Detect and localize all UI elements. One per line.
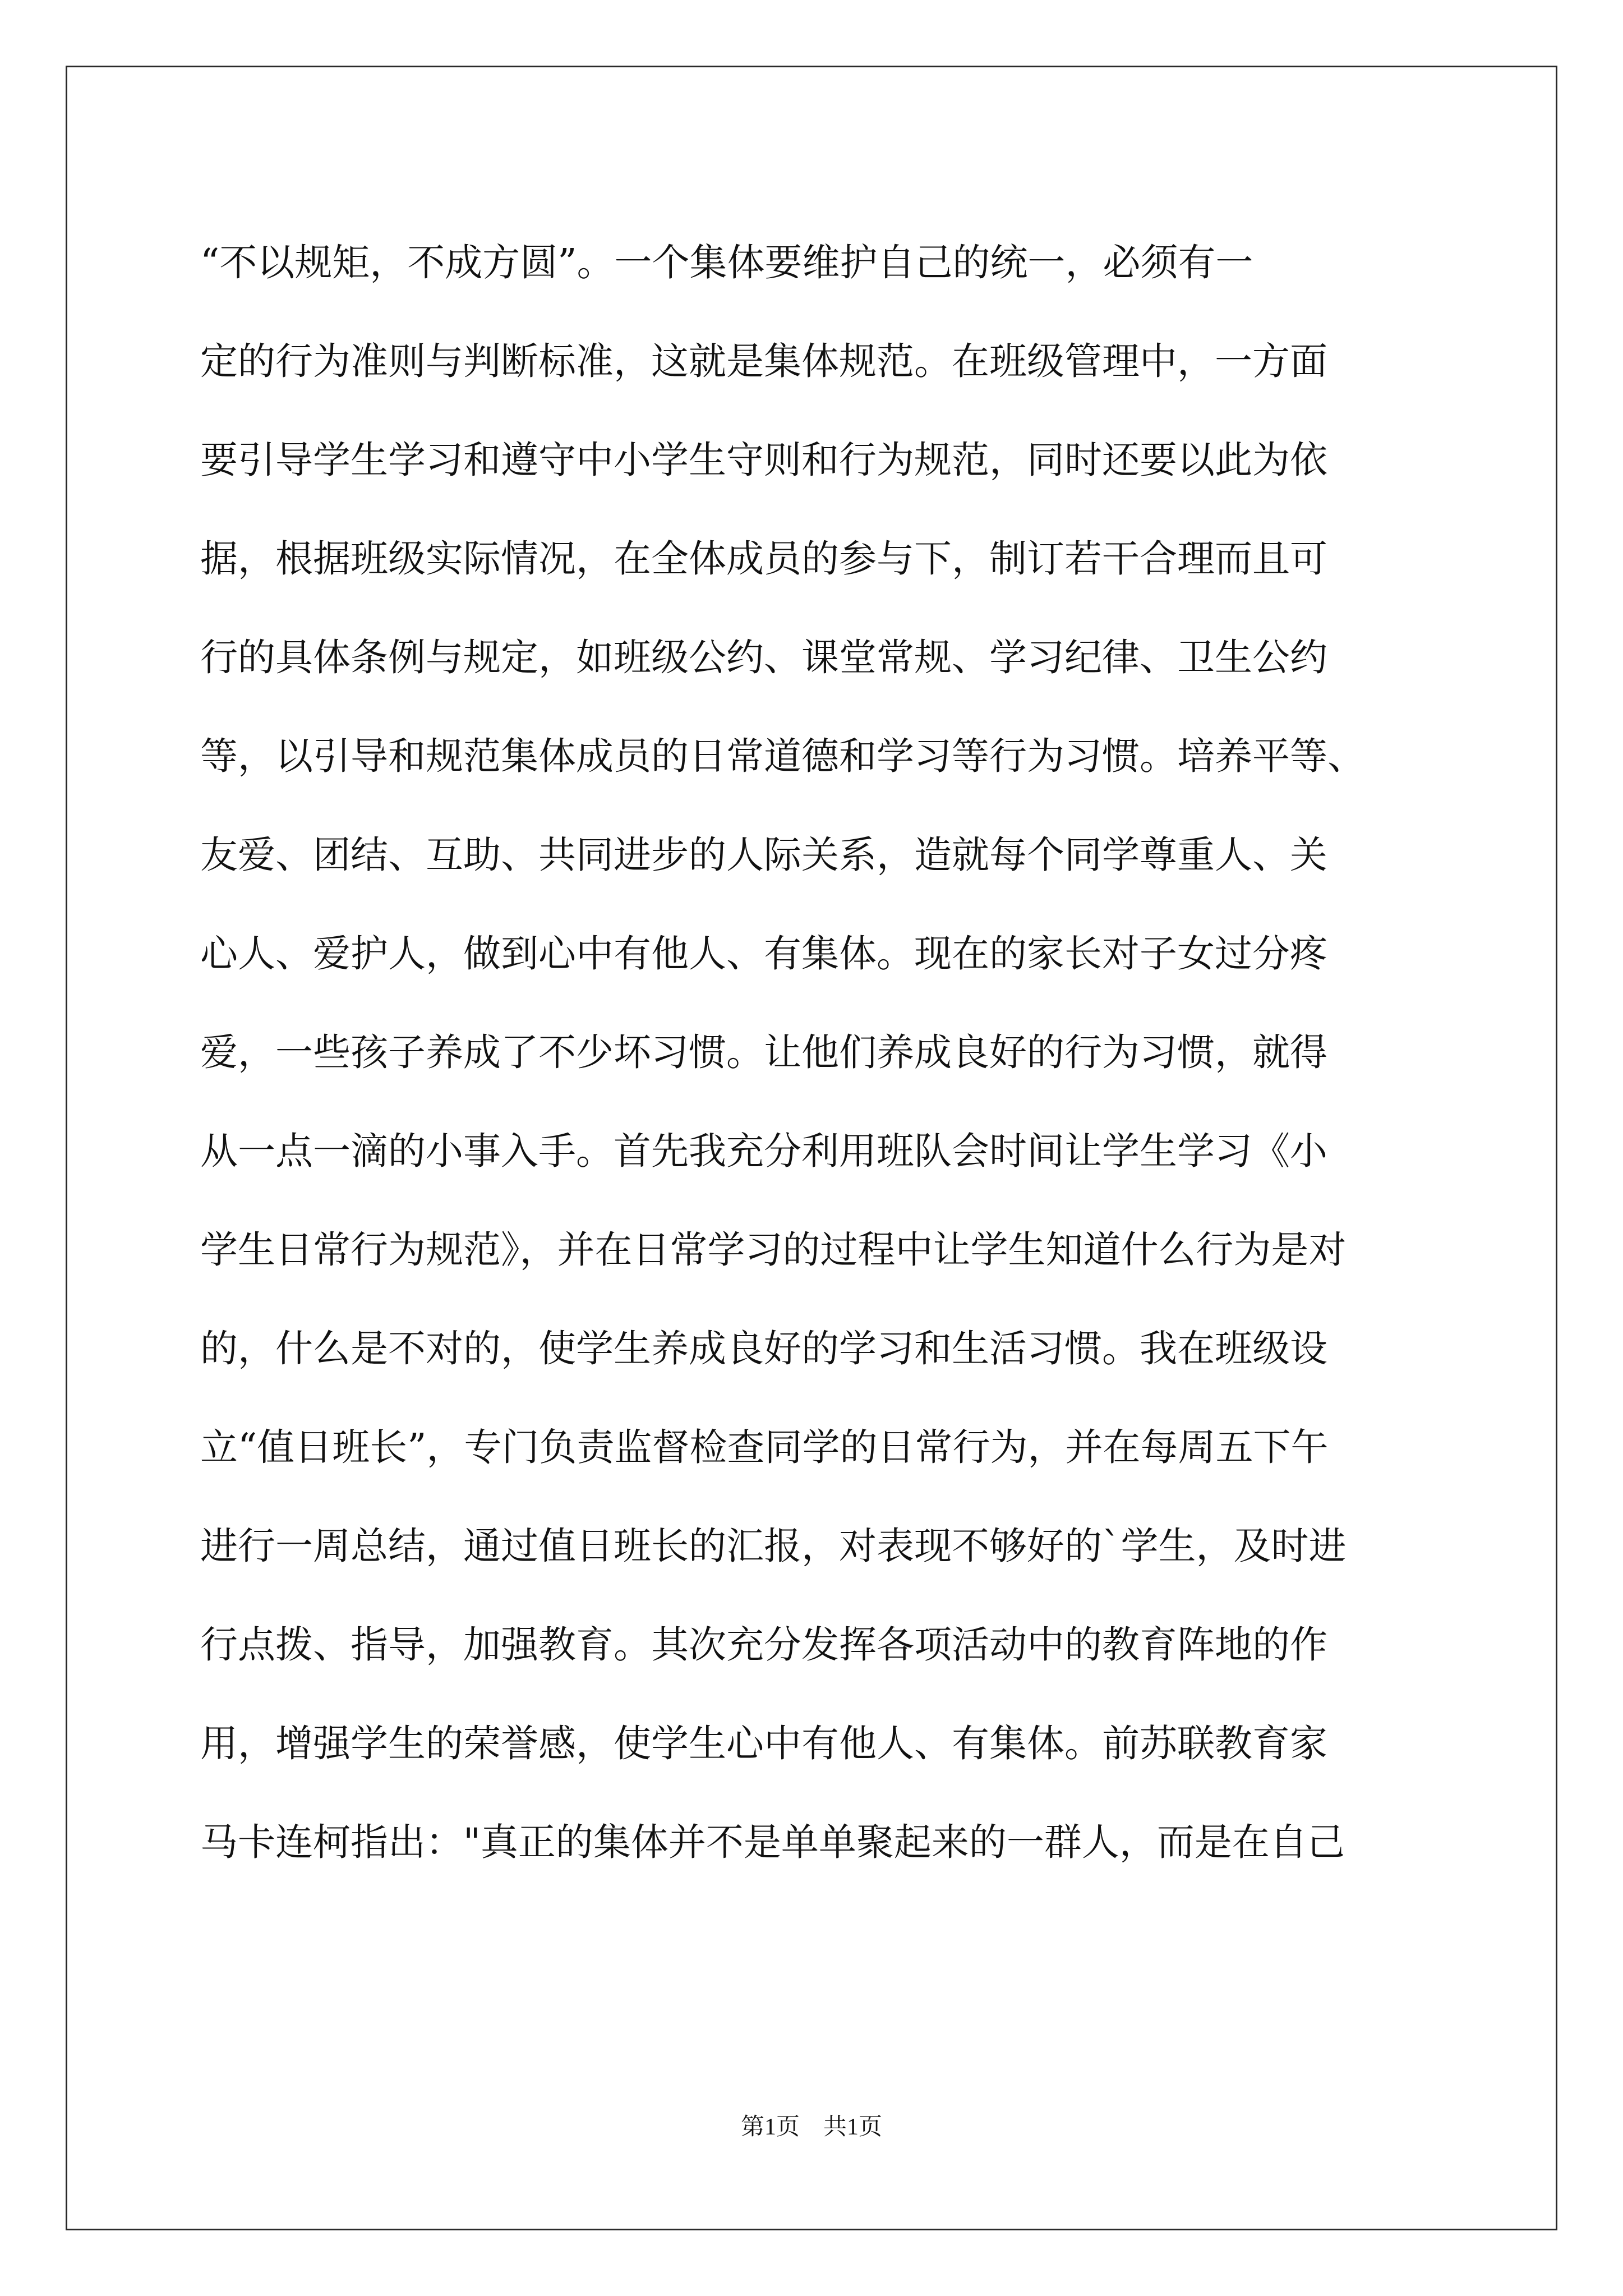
text-line: 立“值日班长”，专门负责监督检查同学的日常行为，并在每周五下午 (200, 1425, 1329, 1469)
text-line: 爱，一些孩子养成了不少坏习惯。让他们养成良好的行为习惯，就得 (200, 1030, 1327, 1074)
text-line: 心人、爱护人，做到心中有他人、有集体。现在的家长对子女过分疼 (200, 932, 1327, 976)
text-line: 行点拨、指导，加强教育。其次充分发挥各项活动中的教育阵地的作 (200, 1623, 1327, 1667)
page-number-footer: 第1页 共1页 (740, 2114, 882, 2140)
text-line: 要引导学生学习和遵守中小学生守则和行为规范，同时还要以此为依 (200, 438, 1327, 482)
text-line: 据，根据班级实际情况，在全体成员的参与下，制订若干合理而且可 (200, 537, 1327, 581)
text-line: 的，什么是不对的，使学生养成良好的学习和生活习惯。我在班级设 (200, 1327, 1327, 1370)
text-line: 从一点一滴的小事入手。首先我充分利用班队会时间让学生学习《小 (200, 1129, 1327, 1173)
text-line: 马卡连柯指出："真正的集体并不是单单聚起来的一群人，而是在自己 (200, 1820, 1345, 1864)
body-text (200, 213, 1434, 1892)
text-line: 等，以引导和规范集体成员的日常道德和学习等行为习惯。培养平等、 (200, 734, 1365, 778)
text-line: 学生日常行为规范》，并在日常学习的过程中让学生知道什么行为是对 (200, 1228, 1347, 1272)
text-line: 定的行为准则与判断标准，这就是集体规范。在班级管理中，一方面 (200, 339, 1327, 383)
text-line: 行的具体条例与规定，如班级公约、课堂常规、学习纪律、卫生公约 (200, 636, 1327, 679)
text-line: 进行一周总结，通过值日班长的汇报，对表现不够好的`学生，及时进 (200, 1524, 1347, 1568)
text-line: 用，增强学生的荣誉感，使学生心中有他人、有集体。前苏联教育家 (200, 1722, 1327, 1765)
text-line: 友爱、团结、互助、共同进步的人际关系，造就每个同学尊重人、关 (200, 833, 1327, 877)
text-line: “不以规矩，不成方圆”。一个集体要维护自己的统一，必须有一 (200, 241, 1253, 284)
